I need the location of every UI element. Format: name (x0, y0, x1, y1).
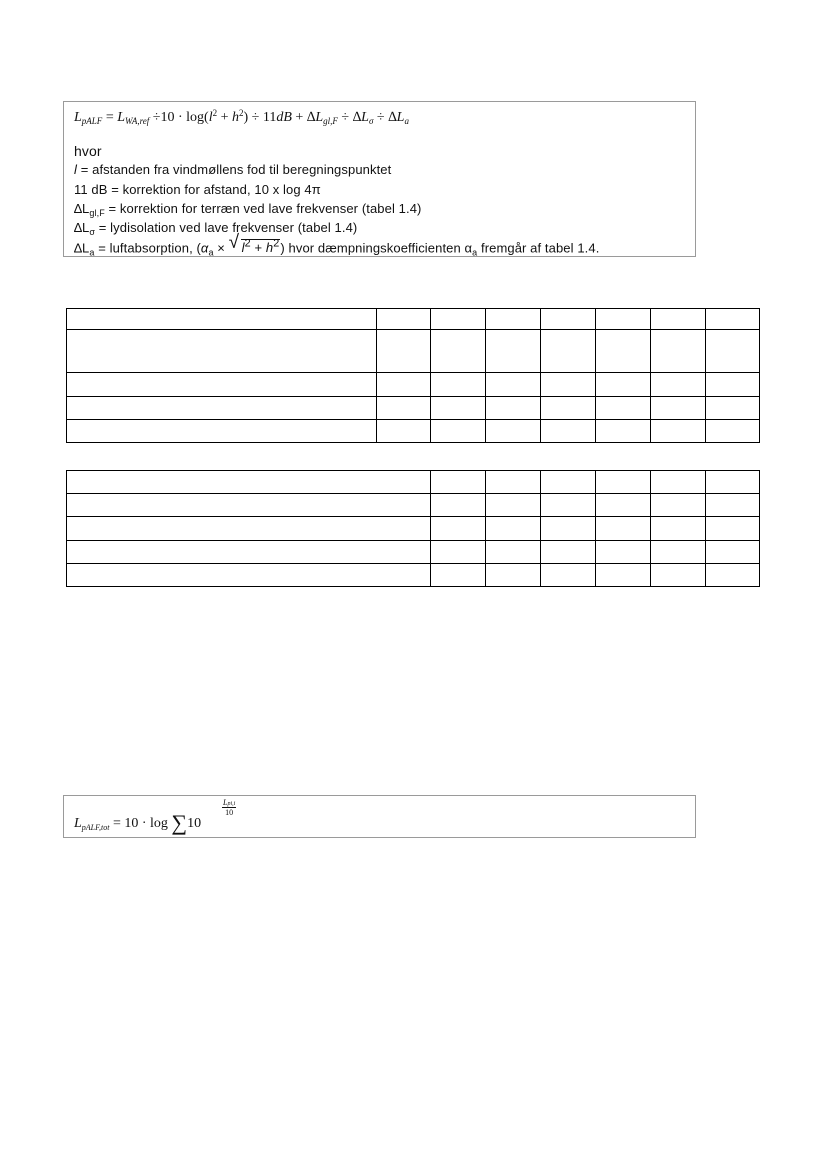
formula-symbol: L (74, 816, 82, 831)
definition-subscript: a (89, 247, 95, 258)
table-cell (67, 494, 431, 517)
table-cell (431, 397, 486, 420)
table-row (67, 541, 760, 564)
formula-symbol: L (74, 110, 82, 125)
formula-subscript: gl,F (323, 116, 338, 126)
table-cell (67, 330, 377, 373)
table-cell (596, 309, 651, 330)
table-cell (651, 517, 706, 541)
hvor-label: hvor (74, 143, 102, 159)
definition-symbol: l (241, 240, 245, 256)
formula-subscript: pALF,tot (81, 823, 110, 832)
definition-la (74, 232, 600, 258)
formula-operator: + (217, 110, 232, 125)
table-cell (376, 330, 431, 373)
formula-operator: ÷ ∆ (337, 110, 362, 125)
definition-11db: 11 dB = korrektion for afstand, 10 x log 4π (74, 182, 321, 197)
table-cell (431, 309, 486, 330)
table-cell (67, 541, 431, 564)
table-row (67, 330, 760, 373)
formula-superscript: 2 (212, 108, 218, 118)
definition-lsigma (74, 220, 357, 237)
table-cell (596, 517, 651, 541)
table-cell (596, 494, 651, 517)
definition-superscript: 2 (244, 238, 251, 250)
table-row (67, 564, 760, 587)
table-cell (541, 420, 596, 443)
formula-superscript: 2 (239, 108, 244, 118)
table-cell (67, 397, 377, 420)
table-row (67, 309, 760, 330)
table-cell (705, 309, 759, 330)
table-cell (67, 564, 431, 587)
table-cell (486, 541, 541, 564)
definition-subscript: a (208, 247, 214, 258)
table-cell (705, 330, 759, 373)
formula-symbol: h (232, 110, 239, 125)
definition-symbol: h (265, 240, 274, 256)
table-cell (486, 330, 541, 373)
table-cell (596, 397, 651, 420)
frequency-table-2 (66, 470, 760, 587)
table-cell (651, 373, 706, 397)
table-cell (376, 420, 431, 443)
table-cell (651, 330, 706, 373)
table-cell (651, 541, 706, 564)
definition-text: = korrektion for terræn ved lave frekvenser (tabel 1.4) (104, 201, 422, 216)
definition-symbol: ∆L (74, 201, 90, 216)
table-row (67, 397, 760, 420)
table-cell (596, 373, 651, 397)
table-cell (486, 494, 541, 517)
formula-subscript: σ (368, 116, 374, 126)
table-cell (431, 420, 486, 443)
table-cell (67, 309, 377, 330)
table-cell (431, 471, 486, 494)
table-row (67, 494, 760, 517)
formula-symbol: L (223, 798, 228, 807)
formula-subscript: pALF (81, 116, 103, 126)
table-cell (706, 471, 760, 494)
table-cell (706, 494, 760, 517)
table-cell (651, 564, 706, 587)
table-cell (541, 397, 596, 420)
exponent-numerator (222, 798, 236, 808)
table-cell (651, 420, 706, 443)
table-cell (706, 564, 760, 587)
table-cell (486, 309, 541, 330)
alpha-symbol: α (200, 240, 209, 256)
table-cell (67, 471, 431, 494)
table-cell (651, 471, 706, 494)
definition-superscript: 2 (273, 238, 280, 250)
table-cell (431, 541, 486, 564)
table-cell (705, 420, 759, 443)
table-cell (541, 564, 596, 587)
table-row (67, 373, 760, 397)
definition-subscript: a (472, 247, 478, 258)
formula-subscript: a (404, 116, 409, 126)
table-cell (67, 420, 377, 443)
formula-symbol: L (315, 110, 324, 125)
definition-lglf (74, 201, 421, 218)
frequency-table-1 (66, 308, 760, 443)
sum-icon: ∑ (171, 810, 188, 835)
definition-text: = afstanden fra vindmøllens fod til beregningspunktet (77, 162, 392, 177)
definition-text: fremgår af tabel 1.4. (477, 240, 600, 256)
table-cell (541, 494, 596, 517)
table-cell (541, 373, 596, 397)
formula-operator: ÷ ∆ (373, 110, 397, 125)
definition-l (74, 162, 391, 177)
table-cell (431, 373, 486, 397)
table-row (67, 471, 760, 494)
table-cell (596, 541, 651, 564)
formula-symbol: L (361, 110, 369, 125)
formula-lpalf (74, 108, 409, 126)
formula-text: 10 (187, 816, 202, 831)
table-cell (596, 471, 651, 494)
formula-symbol: dB (276, 110, 292, 125)
table-cell (541, 471, 596, 494)
table-cell (431, 494, 486, 517)
formula-lpalf-tot (74, 798, 236, 836)
table-cell (651, 494, 706, 517)
table-cell (706, 517, 760, 541)
table-cell (486, 471, 541, 494)
sqrt-icon: √ $l^2 + h^2$ (228, 232, 280, 256)
table-cell (651, 397, 706, 420)
table-cell (541, 309, 596, 330)
definition-text: = luftabsorption, ( (94, 240, 201, 256)
formula-operator: = (105, 110, 114, 125)
exponent-denominator: 10 (225, 808, 234, 817)
table-cell (67, 373, 377, 397)
formula-symbol: l (208, 110, 213, 125)
table-cell (541, 541, 596, 564)
formula-box-main (63, 101, 696, 257)
table-cell (376, 373, 431, 397)
table-cell (431, 517, 486, 541)
table-cell (596, 420, 651, 443)
table-cell (705, 397, 759, 420)
definition-symbol: ∆L (74, 220, 90, 235)
formula-symbol: L (117, 110, 126, 125)
definition-symbol: l (74, 162, 77, 177)
table-cell (596, 564, 651, 587)
table-cell (706, 541, 760, 564)
formula-operator: + ∆ (291, 110, 316, 125)
formula-box-total (63, 795, 696, 838)
table-cell (486, 517, 541, 541)
table-cell (651, 309, 706, 330)
formula-text: = 10 · log (109, 816, 168, 831)
definition-operator: × (213, 240, 229, 256)
formula-subscript: pi,i (227, 801, 236, 807)
definition-text: = lydisolation ved lave frekvenser (tabel 1.4) (95, 220, 358, 235)
table-cell (486, 373, 541, 397)
table-cell (705, 373, 759, 397)
table-cell (541, 517, 596, 541)
table-cell (67, 517, 431, 541)
table-cell (431, 330, 486, 373)
table-cell (376, 397, 431, 420)
definition-text: ) hvor dæmpningskoefficienten α (280, 240, 473, 256)
table-cell (431, 564, 486, 587)
table-cell (486, 564, 541, 587)
definition-subscript: σ (89, 227, 96, 237)
formula-text: ) (243, 110, 249, 125)
table-cell (486, 397, 541, 420)
table-row (67, 517, 760, 541)
formula-subscript: WA,ref (125, 116, 150, 126)
formula-symbol: L (396, 110, 405, 125)
table-cell (376, 309, 431, 330)
formula-text: ÷10 · log( (152, 110, 209, 125)
formula-text: ÷ 11 (248, 110, 277, 125)
formula-exponent (222, 798, 236, 817)
definition-operator: + (250, 240, 266, 256)
table-cell (596, 330, 651, 373)
definition-subscript: gl,F (89, 208, 105, 218)
table-cell (541, 330, 596, 373)
table-cell (486, 420, 541, 443)
table-row (67, 420, 760, 443)
definition-symbol: ∆L (74, 240, 90, 256)
